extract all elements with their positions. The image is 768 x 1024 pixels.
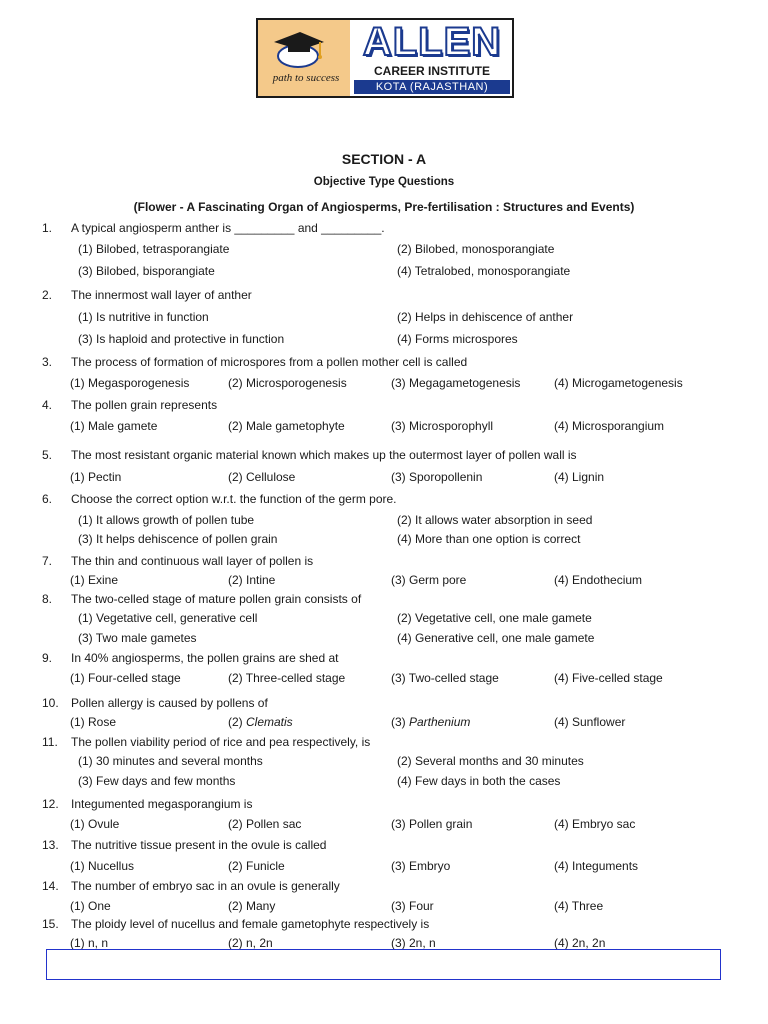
option-label: (4) Tetralobed, monosporangiate (397, 264, 571, 278)
question-stem: The ploidy level of nucellus and female gametophyte respectively is (71, 917, 430, 931)
option-label: (4) Five-celled stage (554, 671, 663, 685)
option-label: (1) Rose (70, 715, 117, 729)
option-1[interactable] (70, 419, 157, 433)
question-number: 7. (42, 554, 53, 568)
option-label: (1) Is nutritive in function (78, 310, 209, 324)
option-label: (3) Microsporophyll (391, 419, 494, 433)
option-label: (2) Vegetative cell, one male gamete (397, 611, 592, 625)
option-label: (1) Pectin (70, 470, 122, 484)
option-label: (2) Intine (228, 573, 276, 587)
option-3[interactable] (391, 573, 466, 587)
question-stem: The nutritive tissue present in the ovule is called (71, 838, 327, 852)
option-3[interactable] (78, 631, 197, 645)
option-2[interactable] (228, 715, 293, 729)
option-1[interactable] (78, 513, 254, 527)
option-label: (1) It allows growth of pollen tube (78, 513, 255, 527)
topic-heading: (Flower - A Fascinating Organ of Angiosperms, Pre-fertilisation : Structures and Events) (133, 200, 635, 214)
question-number: 8. (42, 592, 53, 606)
option-label: (1) Four-celled stage (70, 671, 181, 685)
question-stem: The process of formation of microspores from a pollen mother cell is called (71, 355, 468, 369)
option-label: (3) Two male gametes (78, 631, 197, 645)
question-number: 4. (42, 398, 53, 412)
option-label: (1) Ovule (70, 817, 120, 831)
question-stem: Integumented megasporangium is (71, 797, 253, 811)
option-4[interactable] (554, 671, 663, 685)
option-label: (4) Embryo sac (554, 817, 636, 831)
section-heading: SECTION - A (341, 151, 427, 167)
question-number: 3. (42, 355, 53, 369)
option-2[interactable] (228, 573, 275, 587)
option-3[interactable] (78, 532, 277, 546)
question-stem: Pollen allergy is caused by pollens of (71, 696, 268, 710)
option-4[interactable] (397, 532, 580, 546)
option-label: (3) It helps dehiscence of pollen grain (78, 532, 278, 546)
option-label: (2) Funicle (228, 859, 285, 873)
option-1[interactable] (78, 611, 257, 625)
option-label: (3) Bilobed, bisporangiate (78, 264, 215, 278)
question-number: 1. (42, 221, 53, 235)
option-1[interactable] (70, 470, 121, 484)
question-number: 13. (42, 838, 59, 852)
logo-wordmark: ALLEN (362, 20, 502, 64)
option-1[interactable] (78, 754, 263, 768)
option-label: (1) Vegetative cell, generative cell (78, 611, 258, 625)
option-label: (3) Four (391, 899, 434, 913)
option-3[interactable] (391, 936, 436, 950)
option-3[interactable] (391, 817, 472, 831)
option-label: (2) Bilobed, monosporangiate (397, 242, 555, 256)
option-2[interactable] (397, 611, 592, 625)
option-label: (4) Forms microspores (397, 332, 518, 346)
question-stem: The most resistant organic material known which makes up the outermost layer of pollen wall is (71, 448, 577, 462)
logo-line-1: CAREER INSTITUTE (373, 64, 490, 78)
option-2[interactable] (228, 817, 301, 831)
option-4[interactable] (397, 631, 594, 645)
option-label: (2) (228, 715, 246, 729)
option-2[interactable] (228, 376, 347, 390)
option-label: (2) Male gametophyte (228, 419, 345, 433)
institute-logo (256, 18, 514, 98)
option-4[interactable] (397, 774, 560, 788)
option-label: (4) Sunflower (554, 715, 626, 729)
option-label: (2) Three-celled stage (228, 671, 346, 685)
option-1[interactable] (70, 715, 116, 729)
option-3[interactable] (391, 419, 493, 433)
option-label: (3) Embryo (391, 859, 451, 873)
option-label: (3) Sporopollenin (391, 470, 483, 484)
option-2[interactable] (228, 671, 345, 685)
section-subtitle: Objective Type Questions (313, 176, 455, 188)
question-number: 5. (42, 448, 53, 462)
question-number: 15. (42, 917, 59, 931)
option-1[interactable] (70, 376, 189, 390)
option-label: (2) Helps in dehiscence of anther (397, 310, 574, 324)
option-label: (2) Many (228, 899, 276, 913)
option-3[interactable] (391, 859, 450, 873)
option-3[interactable] (78, 332, 284, 346)
question-stem: The number of embryo sac in an ovule is generally (71, 879, 340, 893)
answer-box[interactable] (46, 949, 721, 980)
option-4[interactable] (554, 899, 603, 913)
question-number: 12. (42, 797, 59, 811)
option-label: (3) 2n, n (391, 936, 436, 950)
option-label: (4) More than one option is correct (397, 532, 581, 546)
option-1[interactable] (70, 899, 111, 913)
question-stem: A typical angiosperm anther is _________ and _________. (71, 221, 385, 235)
option-3[interactable] (78, 264, 215, 278)
option-label: (4) Microgametogenesis (554, 376, 683, 390)
option-label: (3) (391, 715, 409, 729)
option-4[interactable] (554, 817, 635, 831)
option-2[interactable] (397, 754, 584, 768)
option-label: (3) Two-celled stage (391, 671, 499, 685)
option-4[interactable] (554, 470, 604, 484)
option-1[interactable] (78, 242, 229, 256)
option-label: (1) Nucellus (70, 859, 135, 873)
option-1[interactable] (70, 573, 118, 587)
option-label: (2) Microsporogenesis (228, 376, 347, 390)
question-number: 9. (42, 651, 53, 665)
option-4[interactable] (554, 936, 605, 950)
option-4[interactable] (554, 859, 638, 873)
option-label: (2) Cellulose (228, 470, 296, 484)
option-1[interactable] (78, 310, 209, 324)
question-number: 11. (42, 735, 58, 749)
question-number: 14. (42, 879, 59, 893)
option-2[interactable] (397, 310, 573, 324)
logo-line-2: KOTA (RAJASTHAN) (354, 80, 510, 94)
option-2[interactable] (228, 419, 345, 433)
graduation-cap-icon (270, 28, 326, 70)
option-2[interactable] (228, 899, 275, 913)
question-stem: The pollen grain represents (71, 398, 218, 412)
option-label: (4) Lignin (554, 470, 605, 484)
option-4[interactable] (554, 419, 664, 433)
option-2[interactable] (228, 859, 285, 873)
question-stem: The two-celled stage of mature pollen grain consists of (71, 592, 362, 606)
option-4[interactable] (554, 715, 625, 729)
option-label: (1) Bilobed, tetrasporangiate (78, 242, 230, 256)
option-label: (3) Few days and few months (78, 774, 236, 788)
question-stem: The innermost wall layer of anther (71, 288, 252, 302)
option-3[interactable] (391, 715, 470, 729)
option-label: (1) Male gamete (70, 419, 158, 433)
option-2[interactable] (397, 242, 554, 256)
option-label: (4) Microsporangium (554, 419, 665, 433)
option-3[interactable] (391, 899, 434, 913)
option-label: (4) Endothecium (554, 573, 643, 587)
option-label: (4) Generative cell, one male gamete (397, 631, 595, 645)
option-label: (4) Three (554, 899, 604, 913)
option-label: (1) n, n (70, 936, 109, 950)
option-label: (2) Pollen sac (228, 817, 302, 831)
option-4[interactable] (397, 264, 570, 278)
option-1[interactable] (70, 859, 134, 873)
question-stem: The pollen viability period of rice and pea respectively, is (71, 735, 371, 749)
option-3[interactable] (391, 470, 482, 484)
option-label: (1) Exine (70, 573, 119, 587)
logo-tagline: path to success (272, 72, 340, 84)
option-italic-text: Clematis (246, 715, 293, 729)
option-label: (1) One (70, 899, 111, 913)
question-stem: The thin and continuous wall layer of pollen is (71, 554, 314, 568)
option-3[interactable] (391, 376, 520, 390)
question-number: 2. (42, 288, 53, 302)
option-label: (3) Pollen grain (391, 817, 473, 831)
option-label: (4) Few days in both the cases (397, 774, 561, 788)
option-label: (2) It allows water absorption in seed (397, 513, 593, 527)
logo-emblem-panel (258, 20, 350, 96)
option-3[interactable] (391, 671, 499, 685)
option-3[interactable] (78, 774, 235, 788)
option-1[interactable] (70, 817, 119, 831)
option-label: (2) Several months and 30 minutes (397, 754, 584, 768)
option-4[interactable] (397, 332, 518, 346)
option-2[interactable] (397, 513, 592, 527)
option-label: (3) Is haploid and protective in function (78, 332, 285, 346)
option-label: (1) 30 minutes and several months (78, 754, 263, 768)
option-4[interactable] (554, 376, 683, 390)
option-label: (3) Germ pore (391, 573, 467, 587)
option-label: (3) Megagametogenesis (391, 376, 521, 390)
question-number: 10. (42, 696, 59, 710)
option-4[interactable] (554, 573, 642, 587)
question-stem: Choose the correct option w.r.t. the function of the germ pore. (71, 492, 397, 506)
question-number: 6. (42, 492, 53, 506)
option-italic-text: Parthenium (409, 715, 471, 729)
option-1[interactable] (70, 936, 108, 950)
option-label: (4) 2n, 2n (554, 936, 606, 950)
question-stem: In 40% angiosperms, the pollen grains are shed at (71, 651, 339, 665)
option-label: (4) Integuments (554, 859, 639, 873)
option-1[interactable] (70, 671, 181, 685)
option-2[interactable] (228, 936, 273, 950)
option-label: (1) Megasporogenesis (70, 376, 190, 390)
option-2[interactable] (228, 470, 295, 484)
option-label: (2) n, 2n (228, 936, 273, 950)
